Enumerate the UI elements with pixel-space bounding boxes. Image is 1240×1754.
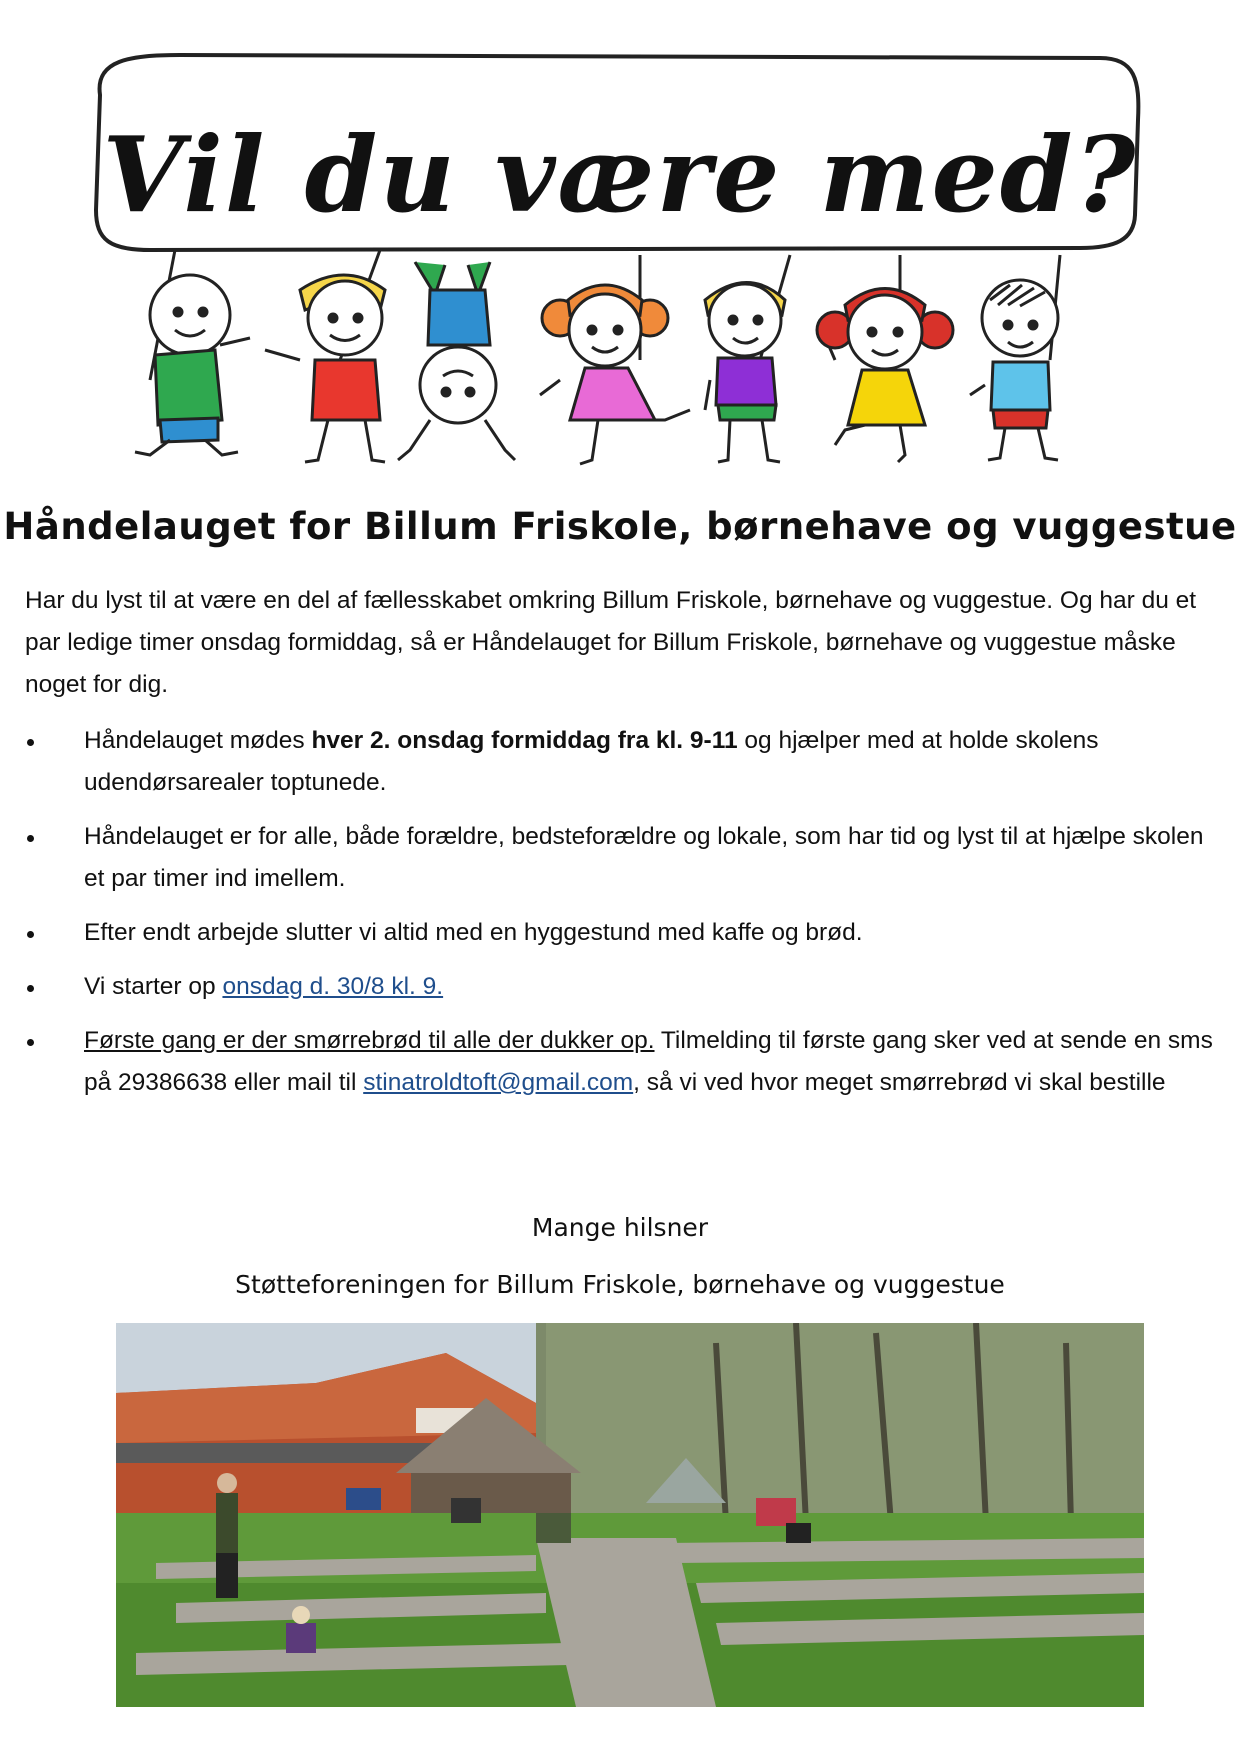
email-link[interactable]: stinatroldtoft@gmail.com: [363, 1069, 634, 1096]
bullet-text: Håndelauget er for alle, både forældre, bedsteforældre og lokale, som har tid og lyst til at hjælpe skolen et par timer ind imellem.: [84, 823, 1204, 892]
kid-purple-icon: [705, 255, 790, 462]
bullet-text: Håndelauget mødes: [84, 727, 312, 754]
kid-green-icon: [135, 250, 250, 455]
bullet-text: og hjælper med at holde skolens udendørsarealer toptunede.: [84, 727, 1099, 796]
intro-paragraph: Har du lyst til at være en del af fællesskabet omkring Billum Friskole, børnehave og vuggestue. Og har du et par ledige timer onsdag formiddag, så er Håndelauget for Billum Friskole, børnehave og vuggestue måske noget for dig.: [25, 587, 1197, 698]
bullet-dot-icon: [27, 739, 34, 746]
greeting: Mange hilsner: [531, 1213, 709, 1242]
bullet-dot-icon: [27, 985, 34, 992]
kid-pink-icon: [540, 255, 690, 464]
kid-upside-down-icon: [398, 262, 515, 460]
kid-red-icon: [265, 250, 385, 462]
bullet-coffee: [25, 912, 1225, 954]
bullet-start-date: [25, 966, 1225, 1008]
bullet-text: Vi starter op: [84, 973, 223, 1000]
bullet-meeting-time: [25, 720, 1225, 804]
document-subtitle: Håndelauget for Billum Friskole, børnehave og vuggestue: [3, 505, 1237, 548]
bullet-text: , så vi ved hvor meget smørrebrød vi skal bestille: [633, 1069, 1166, 1096]
kid-lightblue-icon: [970, 255, 1060, 460]
kid-yellow-icon: [817, 255, 953, 462]
organization-signature: Støtteforeningen for Billum Friskole, børnehave og vuggestue: [235, 1270, 1005, 1299]
info-bullet-list: [25, 720, 1225, 1116]
bullet-text: Tilmelding til første gang sker ved at sende en sms på 29386638 eller mail til: [84, 1027, 1213, 1096]
banner-title: Vil du være med?: [102, 113, 1138, 236]
bullet-dot-icon: [27, 1039, 34, 1046]
bullet-for-everyone: [25, 816, 1225, 900]
bullet-dot-icon: [27, 835, 34, 842]
bullet-signup: [25, 1020, 1225, 1104]
bullet-dot-icon: [27, 931, 34, 938]
start-date-link[interactable]: onsdag d. 30/8 kl. 9.: [222, 973, 444, 1000]
kids-banner-illustration: [0, 0, 1240, 500]
bullet-text: Efter endt arbejde slutter vi altid med en hyggestund med kaffe og brød.: [84, 919, 863, 946]
meeting-time-bold: hver 2. onsdag formiddag fra kl. 9-11: [311, 727, 738, 754]
garden-photo: [116, 1323, 1144, 1707]
smorrebrod-note: Første gang er der smørrebrød til alle der dukker op.: [84, 1027, 655, 1054]
